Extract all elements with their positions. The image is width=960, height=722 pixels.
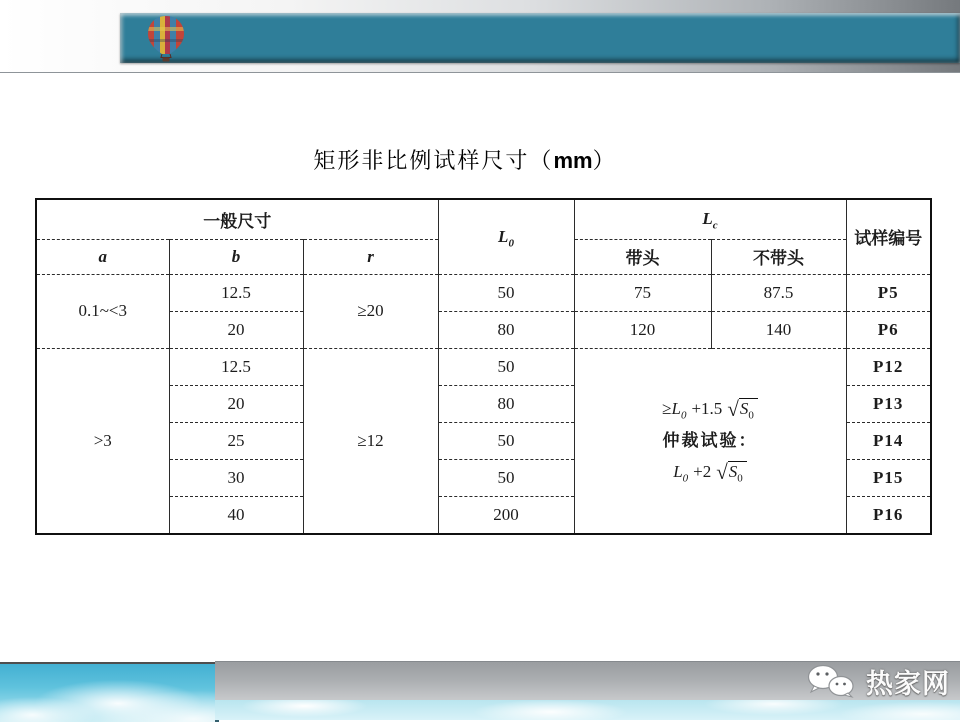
header-a: a bbox=[36, 239, 169, 274]
cell-specimen-no: P15 bbox=[846, 460, 931, 497]
header-l0: $L_0$ bbox=[438, 199, 574, 274]
cell-specimen-no: P6 bbox=[846, 311, 931, 348]
cell-specimen-no: P5 bbox=[846, 274, 931, 311]
cell-specimen-no: P14 bbox=[846, 423, 931, 460]
footer-brand-text: 热家网 bbox=[866, 668, 950, 699]
title-unit: mm bbox=[553, 148, 593, 173]
cell-l0: 50 bbox=[438, 274, 574, 311]
cell-b: 40 bbox=[169, 497, 303, 534]
cell-specimen-no: P12 bbox=[846, 348, 931, 385]
header-general-dimensions: 一般尺寸 bbox=[36, 199, 438, 239]
cell-a-range: >3 bbox=[36, 348, 169, 534]
header-r: r bbox=[303, 239, 438, 274]
cell-without-head: 140 bbox=[711, 311, 846, 348]
cell-l0: 50 bbox=[438, 423, 574, 460]
hot-air-balloon-icon bbox=[146, 15, 186, 62]
header-with-head: 带头 bbox=[574, 239, 711, 274]
formula-line-2: 仲裁试验： bbox=[662, 430, 758, 450]
cell-specimen-no: P13 bbox=[846, 386, 931, 423]
footer-bar bbox=[215, 661, 960, 700]
bottom-left-sky-image bbox=[0, 662, 219, 722]
header-banner bbox=[120, 13, 960, 63]
specimen-dimensions-table bbox=[35, 198, 932, 535]
cell-r: ≥12 bbox=[303, 348, 438, 534]
cell-l0: 50 bbox=[438, 348, 574, 385]
cell-without-head: 87.5 bbox=[711, 274, 846, 311]
cell-l0: 50 bbox=[438, 460, 574, 497]
cell-b: 20 bbox=[169, 386, 303, 423]
cell-lc-formula bbox=[574, 348, 846, 534]
cell-a-range: 0.1~<3 bbox=[36, 274, 169, 348]
formula-line-3: $L_0 +2$ $√S_0$ bbox=[577, 459, 844, 485]
cell-specimen-no: P16 bbox=[846, 497, 931, 534]
cell-b: 20 bbox=[169, 311, 303, 348]
table-row bbox=[36, 274, 931, 311]
title-text: 矩形非比例试样尺寸（ bbox=[313, 148, 554, 173]
cell-b: 30 bbox=[169, 460, 303, 497]
bottom-clouds-strip bbox=[215, 700, 960, 720]
page-title bbox=[0, 144, 930, 175]
cell-b: 12.5 bbox=[169, 348, 303, 385]
formula-line-1: $\ge L_0 +1.5$ $√S_0$ bbox=[577, 396, 844, 422]
title-suffix: ） bbox=[592, 148, 617, 173]
top-strip bbox=[0, 0, 960, 73]
cell-with-head: 120 bbox=[574, 311, 711, 348]
table-row bbox=[36, 348, 931, 385]
cell-b: 12.5 bbox=[169, 274, 303, 311]
table-row bbox=[36, 311, 931, 348]
cell-l0: 200 bbox=[438, 497, 574, 534]
wechat-icon bbox=[806, 664, 858, 698]
cell-b: 25 bbox=[169, 423, 303, 460]
header-without-head: 不带头 bbox=[711, 239, 846, 274]
header-lc: $L_c$ bbox=[574, 199, 846, 239]
header-b: b bbox=[169, 239, 303, 274]
cell-l0: 80 bbox=[438, 386, 574, 423]
cell-with-head: 75 bbox=[574, 274, 711, 311]
cell-l0: 80 bbox=[438, 311, 574, 348]
header-specimen-no: 试样编号 bbox=[846, 199, 931, 274]
cell-r: ≥20 bbox=[303, 274, 438, 348]
